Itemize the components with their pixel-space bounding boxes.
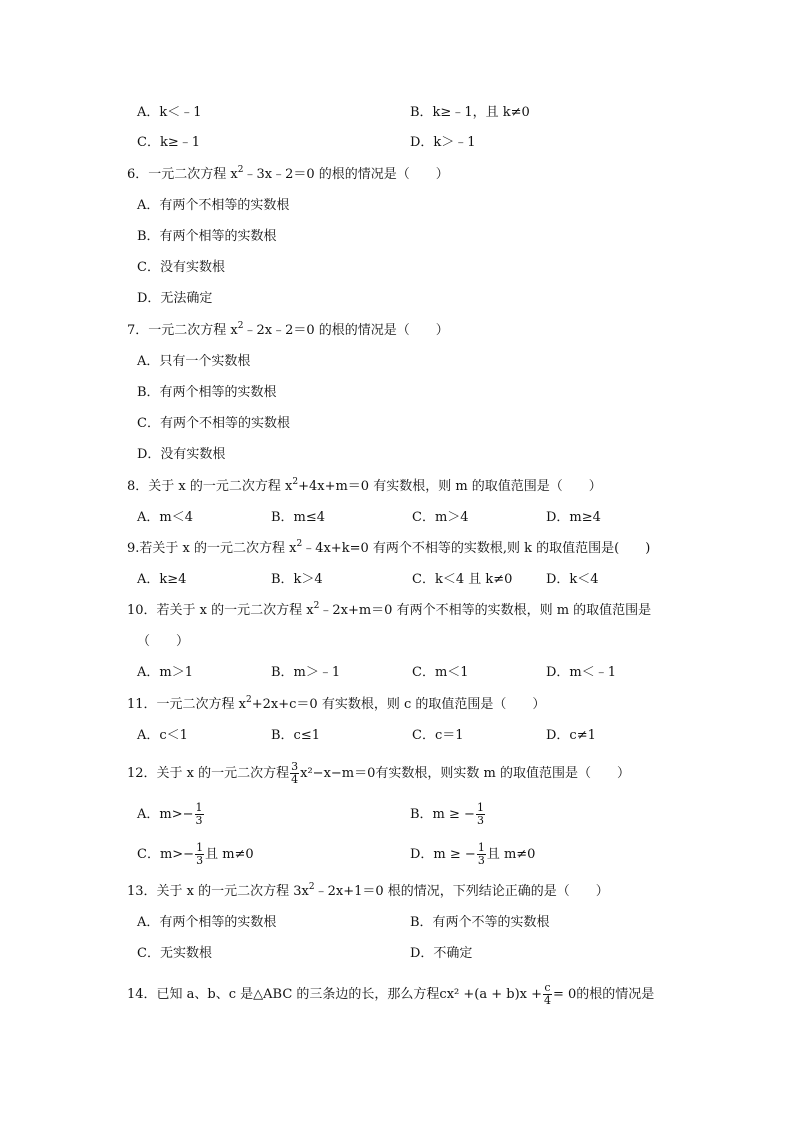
q6-stem-suffix: ﹣3x﹣2＝0 的根的情况是（ ） xyxy=(243,167,449,182)
q10-stem-prefix: 10．若关于 x 的一元二次方程 x xyxy=(127,603,314,618)
q12-option-d: D．m ≥ − $\frac{1}{3}$ 且 m≠0 xyxy=(410,841,536,867)
q5-option-a: A．k＜﹣1 xyxy=(137,105,202,120)
q10-stem xyxy=(127,602,651,620)
q8-exponent: 2 xyxy=(292,477,299,487)
q11-option-a: A．c＜1 xyxy=(137,728,188,743)
q13-option-d: D．不确定 xyxy=(410,946,473,961)
q14-stem-prefix: 14．已知 a、b、c 是△ABC 的三条边的长，那么方程 xyxy=(127,987,440,1002)
q12-stem-suffix: 有实数根，则实数 m 的取值范围是（ ） xyxy=(375,766,630,781)
q8-option-c: C．m＞4 xyxy=(412,510,469,525)
one-third-fraction: $\frac{1}{3}$ xyxy=(196,841,204,867)
q7-stem-suffix: ﹣2x﹣2＝0 的根的情况是（ ） xyxy=(243,323,449,338)
q5-option-c: C．k≥﹣1 xyxy=(137,135,200,150)
q6-exponent: 2 xyxy=(237,165,244,175)
q13-option-a: A．有两个相等的实数根 xyxy=(137,915,277,930)
q13-option-b: B．有两个不等的实数根 xyxy=(410,915,550,930)
q6-stem-prefix: 6．一元二次方程 x xyxy=(127,167,238,182)
q7-option-d: D．没有实数根 xyxy=(137,447,226,462)
q12-option-c: C．m>− $\frac{1}{3}$ 且 m≠0 xyxy=(137,841,254,867)
q14-fraction: $\frac{c}{4}$ xyxy=(544,981,551,1007)
q13-exponent: 2 xyxy=(308,882,315,892)
q14-equation: cx² +(a + b)x + xyxy=(439,987,542,1002)
q7-option-b: B．有两个相等的实数根 xyxy=(137,385,277,400)
q11-stem-prefix: 11．一元二次方程 x xyxy=(127,697,247,712)
one-third-fraction: $\frac{1}{3}$ xyxy=(476,801,484,827)
q10-option-d: D．m＜﹣1 xyxy=(546,665,617,680)
q9-option-c: C．k＜4 且 k≠0 xyxy=(412,572,513,587)
q12-stem xyxy=(127,760,630,788)
q10-option-c: C．m＜1 xyxy=(412,665,469,680)
q10-stem-suffix: ﹣2x+m＝0 有两个不相等的实数根，则 m 的取值范围是 xyxy=(319,603,652,618)
q13-stem-suffix: ﹣2x+1＝0 根的情况，下列结论正确的是（ ） xyxy=(314,884,609,899)
q11-option-b: B．c≤1 xyxy=(271,728,320,743)
q10-exponent: 2 xyxy=(313,601,320,611)
q8-stem-suffix: +4x+m＝0 有实数根，则 m 的取值范围是（ ） xyxy=(298,479,602,494)
q5-option-b: B．k≥﹣1，且 k≠0 xyxy=(410,105,530,120)
q10-stem-line2: （ ） xyxy=(137,634,190,649)
q12-option-b: B．m ≥ − $\frac{1}{3}$ xyxy=(410,801,484,827)
q12-fraction: $\frac{3}{4}$ xyxy=(291,760,299,786)
q9-exponent: 2 xyxy=(296,539,303,549)
q13-option-c: C．无实数根 xyxy=(137,946,212,961)
q12-stem-prefix: 12．关于 x 的一元二次方程 xyxy=(127,766,290,781)
q11-stem-suffix: +2x+c＝0 有实数根，则 c 的取值范围是（ ） xyxy=(251,697,546,712)
one-third-fraction: $\frac{1}{3}$ xyxy=(477,841,485,867)
q9-stem xyxy=(127,540,650,558)
q12-option-a: A．m>− $\frac{1}{3}$ xyxy=(137,801,203,827)
q6-option-a: A．有两个不相等的实数根 xyxy=(137,198,290,213)
q7-option-c: C．有两个不相等的实数根 xyxy=(137,416,290,431)
q13-stem-prefix: 13．关于 x 的一元二次方程 3x xyxy=(127,884,309,899)
q9-option-a: A．k≥4 xyxy=(137,572,187,587)
q6-option-b: B．有两个相等的实数根 xyxy=(137,229,277,244)
q7-stem-prefix: 7．一元二次方程 x xyxy=(127,323,238,338)
q6-option-c: C．没有实数根 xyxy=(137,260,225,275)
one-third-fraction: $\frac{1}{3}$ xyxy=(195,801,203,827)
q7-stem xyxy=(127,322,449,340)
q9-option-d: D．k＜4 xyxy=(546,572,599,587)
q6-stem xyxy=(127,166,449,184)
q9-stem-suffix: ﹣4x+k=0 有两个不相等的实数根,则 k 的取值范围是( ) xyxy=(302,541,651,556)
q10-option-a: A．m＞1 xyxy=(137,665,193,680)
q14-stem: 14．已知 a、b、c 是△ABC 的三条边的长，那么方程cx² +(a + b)x + $\frac{c}{4}$ = 0的根的情况是 xyxy=(127,981,655,1007)
q8-option-b: B．m≤4 xyxy=(271,510,326,525)
q5-option-d: D．k＞﹣1 xyxy=(410,135,476,150)
q7-option-a: A．只有一个实数根 xyxy=(137,354,251,369)
q14-stem-suffix: 的根的情况是 xyxy=(576,987,655,1002)
q6-option-d: D．无法确定 xyxy=(137,291,213,306)
q9-stem-prefix: 9.若关于 x 的一元二次方程 x xyxy=(127,541,297,556)
q8-option-d: D．m≥4 xyxy=(546,510,601,525)
q11-option-c: C．c＝1 xyxy=(412,728,464,743)
q9-option-b: B．k＞4 xyxy=(271,572,323,587)
q11-stem xyxy=(127,696,545,714)
q8-stem-prefix: 8．关于 x 的一元二次方程 x xyxy=(127,479,293,494)
q11-option-d: D．c≠1 xyxy=(546,728,596,743)
q8-option-a: A．m＜4 xyxy=(137,510,193,525)
q11-exponent: 2 xyxy=(246,695,252,705)
q12-equation: x²−x−m＝0 xyxy=(300,766,376,781)
q7-exponent: 2 xyxy=(237,321,244,331)
q8-stem xyxy=(127,478,602,496)
q13-stem xyxy=(127,883,609,901)
q10-option-b: B．m＞﹣1 xyxy=(271,665,341,680)
